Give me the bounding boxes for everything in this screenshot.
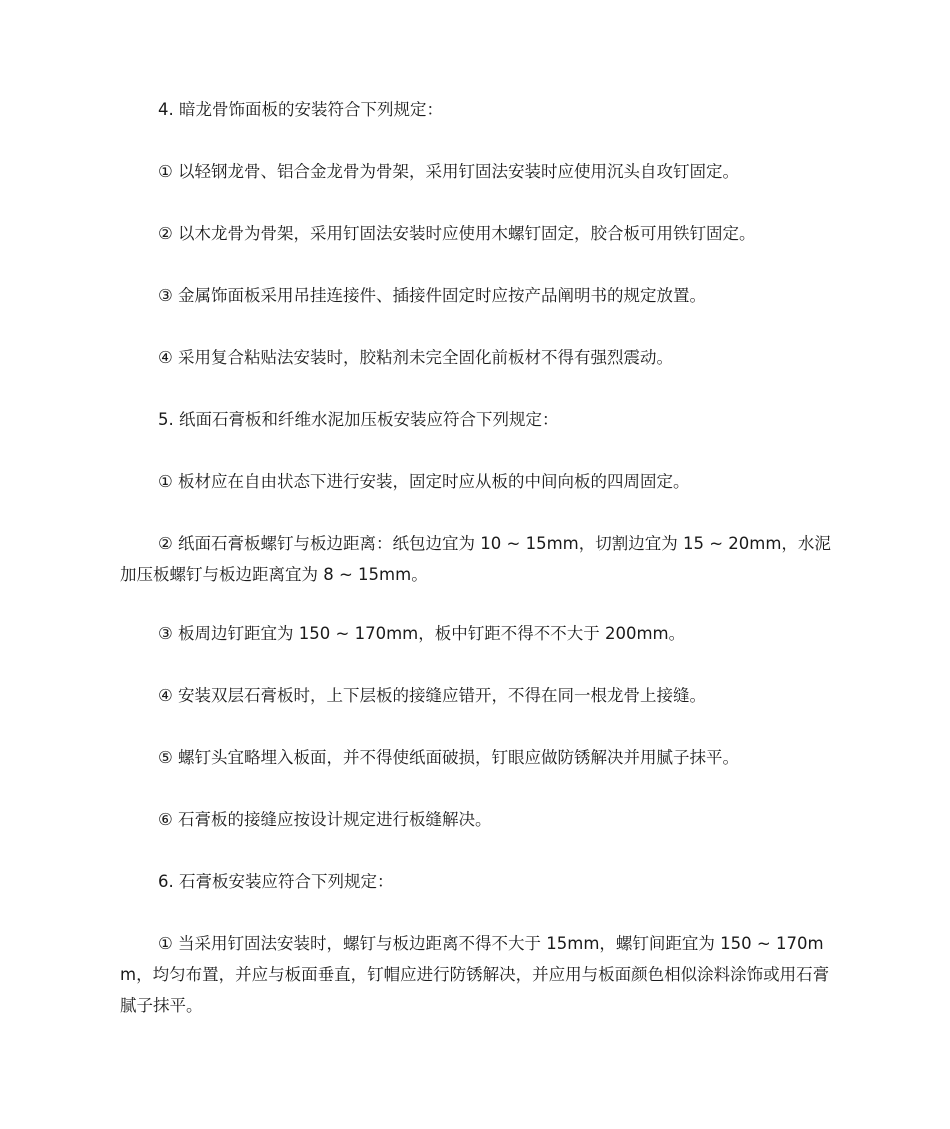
section-5-heading: 5. 纸面石膏板和纤维水泥加压板安装应符合下列规定： <box>158 410 559 429</box>
section-5-item-5: ⑤ 螺钉头宜略埋入板面，并不得使纸面破损，钉眼应做防锈解决并用腻子抹平。 <box>158 748 740 767</box>
section-5-item-2: ② 纸面石膏板螺钉与板边距离：纸包边宜为 10 ~ 15mm，切割边宜为 15 ~ 20mm，水泥加压板螺钉与板边距离宜为 8 ~ 15mm。 <box>120 534 831 584</box>
section-4-item-3: ③ 金属饰面板采用吊挂连接件、插接件固定时应按产品阐明书的规定放置。 <box>158 286 707 305</box>
section-4-item-4: ④ 采用复合粘贴法安装时，胶粘剂未完全固化前板材不得有强烈震动。 <box>158 348 674 367</box>
section-6-heading: 6. 石膏板安装应符合下列规定： <box>158 872 394 891</box>
section-4-item-1: ① 以轻钢龙骨、铝合金龙骨为骨架，采用钉固法安装时应使用沉头自攻钉固定。 <box>158 162 740 181</box>
section-5-item-3: ③ 板周边钉距宜为 150 ~ 170mm，板中钉距不得不不大于 200mm。 <box>158 624 686 643</box>
section-4-heading: 4. 暗龙骨饰面板的安装符合下列规定： <box>158 100 443 119</box>
section-5-item-1: ① 板材应在自由状态下进行安装，固定时应从板的中间向板的四周固定。 <box>158 472 690 491</box>
section-6-item-1: ① 当采用钉固法安装时，螺钉与板边距离不得不大于 15mm，螺钉间距宜为 150 ~ 170mm，均匀布置，并应与板面垂直，钉帽应进行防锈解决，并应用与板面颜色相似涂料涂饰或用石膏腻子抹平。 <box>120 934 830 1015</box>
section-5-item-4: ④ 安装双层石膏板时，上下层板的接缝应错开，不得在同一根龙骨上接缝。 <box>158 686 707 705</box>
section-4-item-2: ② 以木龙骨为骨架，采用钉固法安装时应使用木螺钉固定，胶合板可用铁钉固定。 <box>158 224 756 243</box>
section-5-item-6: ⑥ 石膏板的接缝应按设计规定进行板缝解决。 <box>158 810 492 829</box>
